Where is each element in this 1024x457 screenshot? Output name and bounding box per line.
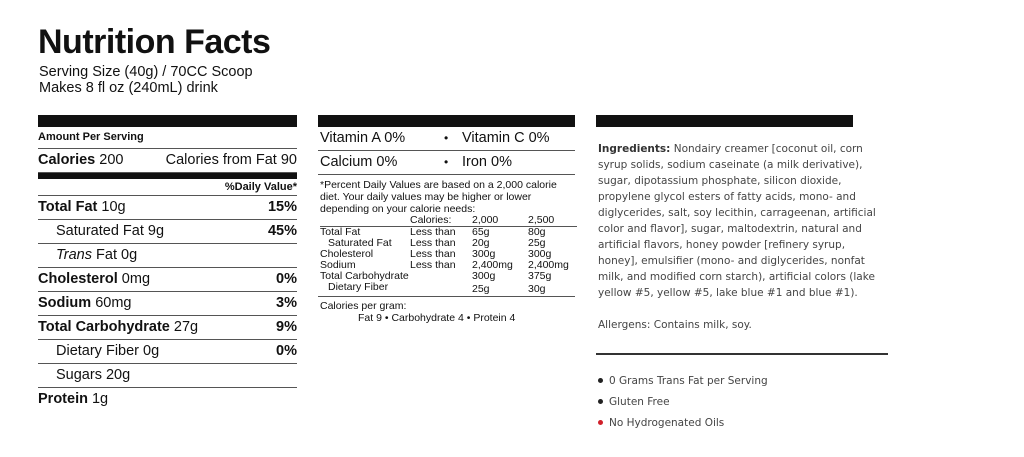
- nutrient-dv: 0%: [276, 271, 297, 287]
- serving-size: Serving Size (40g) / 70CC Scoop: [39, 64, 253, 80]
- dietary-fiber-row: [38, 340, 297, 364]
- daily-values-table: [320, 215, 577, 296]
- iron: Iron 0%: [462, 154, 512, 170]
- calories-from-fat: Calories from Fat 90: [165, 152, 297, 168]
- claim-item: [596, 371, 888, 392]
- claim-text: Gluten Free: [609, 396, 670, 408]
- calcium: Calcium 0%: [320, 154, 398, 170]
- dv-qualifier: [410, 282, 472, 296]
- nutrient-dv: 15%: [267, 199, 297, 215]
- dv-nutrient: Sodium: [320, 259, 356, 271]
- calories-row: [38, 149, 297, 173]
- dv-2500: 25g: [528, 237, 546, 249]
- nutrient-label: Protein: [38, 391, 88, 407]
- top-bar: [596, 115, 853, 127]
- bullet-icon: [598, 420, 603, 425]
- nutrient-label: Sugars: [56, 367, 102, 383]
- calories-per-gram: [318, 297, 575, 324]
- dv-header-row: [320, 215, 577, 227]
- ingredients-label: Ingredients:: [598, 143, 671, 155]
- sodium-row: [38, 292, 297, 316]
- dv-qualifier: [410, 271, 472, 282]
- footnote-block: [318, 175, 575, 297]
- saturated-fat-row: [38, 220, 297, 244]
- cholesterol-row: [38, 268, 297, 292]
- allergens: Allergens: Contains milk, soy.: [598, 319, 752, 331]
- top-bar: [38, 115, 297, 127]
- nutrient-dv: 45%: [267, 223, 297, 239]
- nutrient-amount: 27g: [173, 319, 199, 335]
- nutrient-label: Total Carbohydrate: [38, 319, 170, 335]
- calories-label: Calories: [38, 152, 96, 168]
- dv-qualifier: Less than: [410, 248, 456, 260]
- col-2500: 2,500: [528, 214, 555, 226]
- nutrient-label: Sodium: [38, 295, 92, 311]
- nutrient-dv: 0%: [276, 343, 297, 359]
- nutrient-amount: 0mg: [121, 271, 151, 287]
- calories-value: 200: [99, 152, 124, 168]
- dv-nutrient: Dietary Fiber: [328, 281, 389, 293]
- nutrient-label: Trans: [56, 247, 92, 263]
- nutrient-label: Saturated Fat: [56, 223, 144, 239]
- dv-2000: 300g: [472, 270, 496, 282]
- vitamin-c: Vitamin C 0%: [462, 130, 550, 146]
- nutrient-amount: 60mg: [95, 295, 132, 311]
- dv-nutrient: Total Fat: [320, 226, 361, 238]
- footnote-text: *Percent Daily Values are based on a 2,000 calorie diet. Your daily values may be higher or lower depending on your calorie needs:: [320, 179, 557, 215]
- serving-info: [39, 64, 253, 96]
- per-gram-label: Calories per gram:: [320, 300, 407, 312]
- dv-2500: 300g: [528, 248, 552, 260]
- vitamin-row-1: [318, 127, 575, 151]
- col-2000: 2,000: [472, 214, 499, 226]
- nutrient-label: Cholesterol: [38, 271, 118, 287]
- vitamins-panel: [318, 115, 575, 324]
- dv-qualifier: Less than: [410, 226, 456, 238]
- dv-qualifier: Less than: [410, 259, 456, 271]
- nutrient-dv: 9%: [276, 319, 297, 335]
- claim-item: [596, 392, 888, 413]
- claims-divider: [596, 353, 888, 355]
- dv-nutrient: Cholesterol: [320, 248, 374, 260]
- dv-2000: 20g: [472, 237, 490, 249]
- separator-dot: •: [444, 131, 449, 145]
- nutrient-amount: 0g: [143, 343, 160, 359]
- nutrition-panel: [38, 115, 297, 411]
- dv-qualifier: Less than: [410, 237, 456, 249]
- page-title: Nutrition Facts: [38, 23, 271, 61]
- dv-2000: 65g: [472, 226, 490, 238]
- sugars-row: [38, 364, 297, 388]
- claim-text: No Hydrogenated Oils: [609, 417, 725, 429]
- dv-2500: 2,400mg: [528, 259, 569, 271]
- amount-per-serving: Amount Per Serving: [38, 127, 297, 149]
- vitamin-row-2: [318, 151, 575, 175]
- nutrient-label: Dietary Fiber: [56, 343, 139, 359]
- claim-text: 0 Grams Trans Fat per Serving: [609, 375, 768, 387]
- total-fat-row: [38, 196, 297, 220]
- dv-2500: 30g: [528, 282, 546, 295]
- separator-dot: •: [444, 155, 449, 169]
- ingredients-text-block: [596, 127, 888, 301]
- nutrient-label: Total Fat: [38, 199, 98, 215]
- dv-2000: 300g: [472, 248, 496, 260]
- claim-item: [596, 413, 888, 434]
- bullet-icon: [598, 378, 603, 383]
- protein-row: [38, 388, 297, 411]
- makes-drink: Makes 8 fl oz (240mL) drink: [39, 80, 218, 96]
- nutrient-dv: 3%: [276, 295, 297, 311]
- nutrient-amount: Fat 0g: [96, 247, 138, 263]
- top-bar: [318, 115, 575, 127]
- dv-2500: 375g: [528, 270, 552, 282]
- dv-nutrient: Saturated Fat: [328, 237, 392, 249]
- ingredients-text: Nondairy creamer [coconut oil, corn syrup solids, sodium caseinate (a milk derivative), sugar, dipotassium phosphate, silicon dioxide, propylene glycol esters of fatty acids, mono- and diglycerides, salt, soy lecithin, carrageenan, artificial color and flavor], sugar, maltodextrin, natural and artificial flavors, honey powder [refinery syrup, honey], emulsifier (mono- and diglycerides, nonfat milk, and modified corn starch), artificial colors (lake yellow #5, yellow #5, lake blue #1 and blue #1).: [598, 143, 876, 299]
- dv-2000: 2,400mg: [472, 259, 513, 271]
- nutrient-amount: 1g: [91, 391, 109, 407]
- calories-label: Calories:: [410, 214, 452, 226]
- dv-nutrient: Total Carbohydrate: [320, 270, 409, 282]
- nutrient-amount: 10g: [101, 199, 126, 215]
- nutrient-amount: 20g: [105, 367, 131, 383]
- dv-2000: 25g: [472, 282, 490, 295]
- vitamin-a: Vitamin A 0%: [320, 130, 406, 146]
- nutrient-amount: 9g: [147, 223, 165, 239]
- bullet-icon: [598, 399, 603, 404]
- dv-2500: 80g: [528, 226, 546, 238]
- claims-list: [596, 371, 888, 434]
- ingredients-panel: [596, 115, 888, 434]
- total-carbohydrate-row: [38, 316, 297, 340]
- daily-value-header: %Daily Value*: [38, 179, 297, 196]
- per-gram-values: Fat 9 • Carbohydrate 4 • Protein 4: [358, 312, 516, 324]
- trans-fat-row: [38, 244, 297, 268]
- dv-row: [320, 282, 577, 296]
